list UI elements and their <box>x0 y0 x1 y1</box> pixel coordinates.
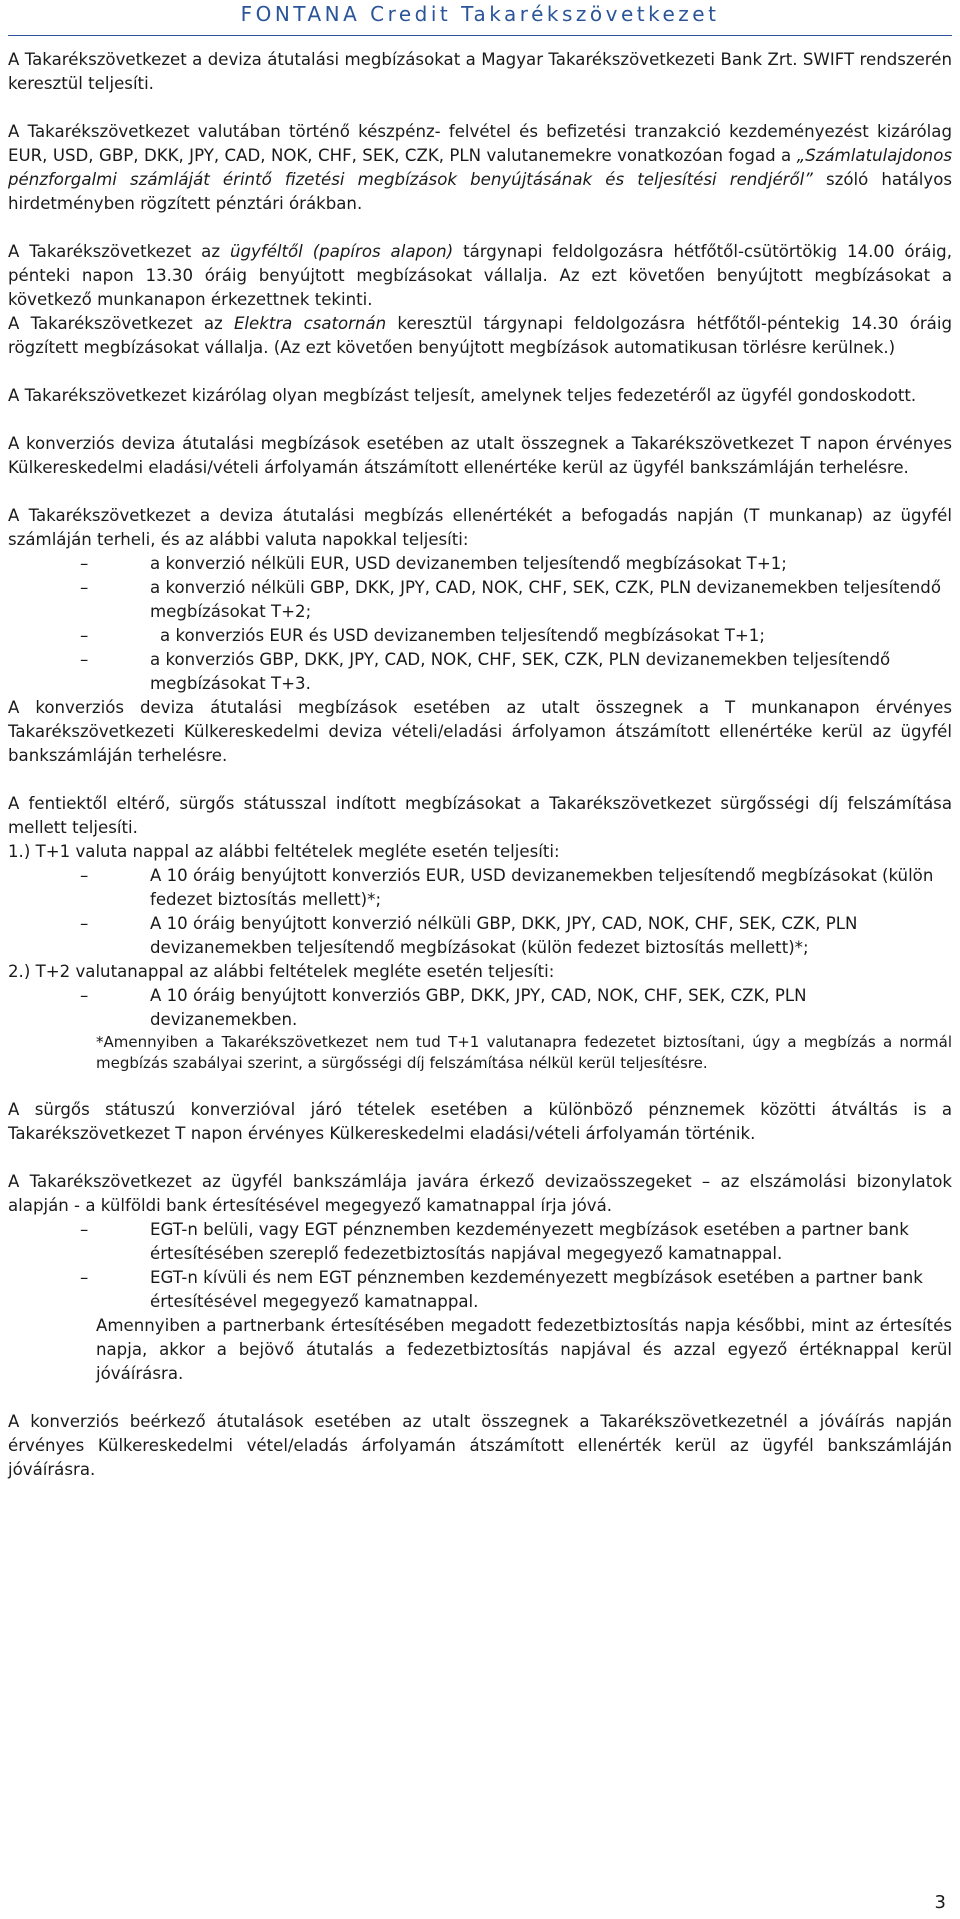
list-item-text: a konverziós EUR és USD devizanemben teljesítendő megbízásokat T+1; <box>160 626 765 645</box>
list-dash: – <box>80 986 89 1005</box>
list-item <box>8 624 952 648</box>
paragraph-incoming-conversion: A konverziós beérkező átutalások esetében az utalt összegnek a Takarékszövetkezetnél a jóváírás napján érvényes Külkereskedelmi vétel/eladás árfolyamán átszámított ellenérték kerül az ügyfél bankszámláján jóváírásra. <box>8 1412 952 1479</box>
paragraph-paper-deadline <box>8 240 952 312</box>
regulation-title: „Számlatulajdonos pénzforgalmi számláját érintő fizetési megbízások benyújtásának és teljesítési rendjéről” <box>8 146 952 189</box>
list-dash: – <box>80 1220 89 1239</box>
list-item <box>8 1266 952 1314</box>
list-dash: – <box>80 914 89 933</box>
footnote: *Amennyiben a Takarékszövetkezet nem tud T+1 valutanapra fedezetet biztosítani, úgy a megbízás a normál megbízás szabályai szerint, a sürgősségi díj felszámítása nélkül kerül teljesítésre. <box>96 1033 952 1072</box>
list-dash: – <box>80 650 89 669</box>
paragraph-urgent-conversion: A sürgős státuszú konverzióval járó tételek esetében a különböző pénznemek közötti átváltás is a Takarékszövetkezet T napon érvényes Külkereskedelmi eladási/vételi árfolyamán történik. <box>8 1100 952 1143</box>
paragraph-text: tárgynapi feldolgozásra hétfőtől-csütörtökig 14.00 óráig, pénteki napon 13.30 óráig benyújtott megbízásokat vállalja. Az ezt követően benyújtott megbízásokat a következő munkanapon érkezettnek tekinti. <box>8 242 952 309</box>
list-item-text: A 10 óráig benyújtott konverzió nélküli GBP, DKK, JPY, CAD, NOK, CHF, SEK, CZK, PLN devizanemekben teljesítendő megbízásokat (külön fedezet biztosítás mellett)*; <box>150 914 858 957</box>
paragraph-text: A Takarékszövetkezet az <box>8 314 234 333</box>
list-item <box>8 1218 952 1266</box>
list-item-text: a konverzió nélküli EUR, USD devizanemben teljesítendő megbízásokat T+1; <box>150 554 787 573</box>
list-item-text: A 10 óráig benyújtott konverziós EUR, USD devizanemekben teljesítendő megbízásokat (külön fedezet biztosítás mellett)*; <box>150 866 934 909</box>
list-item-text: EGT-n kívüli és nem EGT pénznemben kezdeményezett megbízások esetében a partner bank értesítésével megegyező kamatnappal. <box>150 1268 923 1311</box>
paragraph-text: keresztül tárgynapi feldolgozásra hétfőtől-péntekig 14.30 óráig rögzített megbízásokat vállalja. (Az ezt követően benyújtott megbízások automatikusan törlésre kerülnek.) <box>8 314 952 357</box>
list-heading: 2.) T+2 valutanappal az alábbi feltételek megléte esetén teljesíti: <box>8 962 555 981</box>
list-item <box>8 912 952 960</box>
list-item <box>8 648 952 696</box>
list-item-text: a konverziós GBP, DKK, JPY, CAD, NOK, CHF, SEK, CZK, PLN devizanemekben teljesítendő megbízásokat T+3. <box>150 650 891 693</box>
document-header: FONTANA Credit Takarékszövetkezet <box>240 2 720 26</box>
paragraph-text: szóló hatályos hirdetményben rögzített pénztári órákban. <box>8 170 952 213</box>
document-body <box>8 48 952 1482</box>
list-dash: – <box>80 554 89 573</box>
list-item <box>8 552 952 576</box>
paragraph-value-dates: A Takarékszövetkezet a deviza átutalási megbízás ellenértékét a befogadás napján (T munkanap) az ügyfél számláján terheli, és az alábbi valuta napokkal teljesíti: <box>8 506 952 549</box>
paragraph-conversion-rate: A konverziós deviza átutalási megbízások esetében az utalt összegnek a T munkanapon érvényes Takarékszövetkezeti Külkereskedelmi deviza vételi/eladási árfolyamon átszámított ellenértéke kerül az ügyfél bankszámláján terhelésre. <box>8 698 952 765</box>
paragraph-text: A Takarékszövetkezet valutában történő készpénz- felvétel és befizetési tranzakció kezdeményezést kizárólag EUR, USD, GBP, DKK, JPY, CAD, NOK, CHF, SEK, CZK, PLN valutanemekre vonatkozóan fogad a <box>8 122 952 165</box>
channel-name: ügyféltől (papíros alapon) <box>229 242 454 261</box>
paragraph-coverage: A Takarékszövetkezet kizárólag olyan megbízást teljesít, amelynek teljes fedezetéről az ügyfél gondoskodott. <box>8 386 917 405</box>
paragraph-urgent: A fentiektől eltérő, sürgős státusszal indított megbízásokat a Takarékszövetkezet sürgősségi díj felszámítása mellett teljesíti. <box>8 794 952 837</box>
header-divider <box>8 35 952 36</box>
list-dash: – <box>80 866 89 885</box>
paragraph-incoming: A Takarékszövetkezet az ügyfél bankszámlája javára érkező devizaösszegeket – az elszámolási bizonylatok alapján - a külföldi bank értesítésével megegyező kamatnappal írja jóvá. <box>8 1172 952 1215</box>
list-item-text: A 10 óráig benyújtott konverziós GBP, DKK, JPY, CAD, NOK, CHF, SEK, CZK, PLN devizanemekben. <box>150 986 807 1029</box>
paragraph-elektra-deadline <box>8 312 952 360</box>
list-item <box>8 864 952 912</box>
list-item-text: a konverzió nélküli GBP, DKK, JPY, CAD, NOK, CHF, SEK, CZK, PLN devizanemekben teljesítendő megbízásokat T+2; <box>150 578 941 621</box>
list-heading: 1.) T+1 valuta nappal az alábbi feltételek megléte esetén teljesíti: <box>8 842 560 861</box>
channel-name: Elektra csatornán <box>233 314 387 333</box>
list-item-text: EGT-n belüli, vagy EGT pénznemben kezdeményezett megbízások esetében a partner bank értesítésében szereplő fedezetbiztosítás napjával megegyező kamatnappal. <box>150 1220 909 1263</box>
paragraph-conversion-debit: A konverziós deviza átutalási megbízások esetében az utalt összegnek a Takarékszövetkezet T napon érvényes Külkereskedelmi eladási/vételi árfolyamán átszámított ellenértéke kerül az ügyfél bankszámláján terhelésre. <box>8 434 952 477</box>
list-item <box>8 576 952 624</box>
list-dash: – <box>80 626 89 645</box>
list-item <box>8 984 952 1032</box>
paragraph-text: A Takarékszövetkezet az <box>8 242 230 261</box>
list-dash: – <box>80 578 89 597</box>
paragraph-cash-transactions <box>8 120 952 216</box>
paragraph-incoming-note: Amennyiben a partnerbank értesítésében megadott fedezetbiztosítás napja későbbi, mint az értesítés napja, akkor a bejövő átutalás a fedezetbiztosítás napjával és azzal egyező értéknappal kerül jóváírásra. <box>96 1316 952 1383</box>
list-dash: – <box>80 1268 89 1287</box>
paragraph-swift: A Takarékszövetkezet a deviza átutalási megbízásokat a Magyar Takarékszövetkezeti Bank Zrt. SWIFT rendszerén keresztül teljesíti. <box>8 50 952 93</box>
page-number: 3 <box>934 1892 946 1913</box>
